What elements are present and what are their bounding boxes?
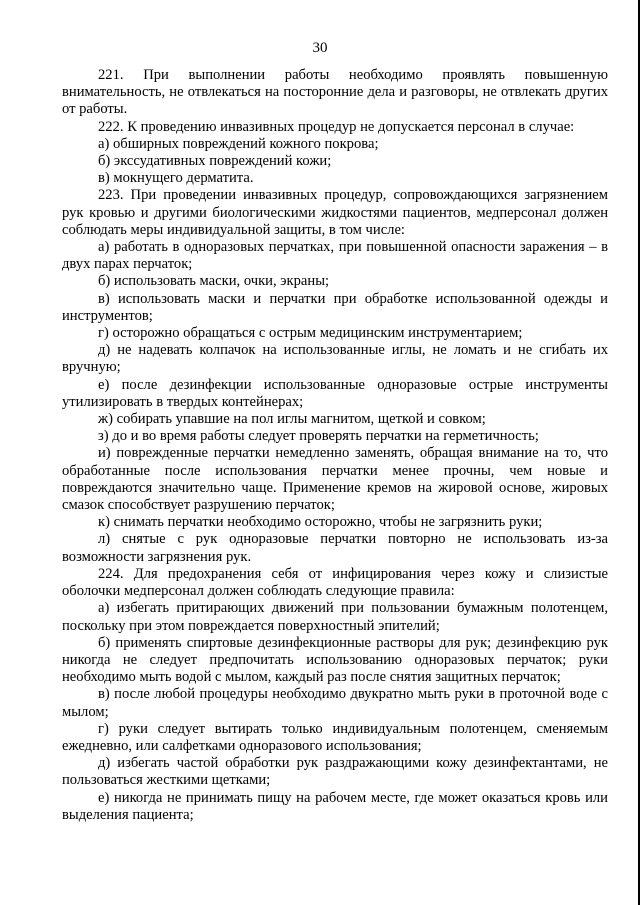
list-item: ж) собирать упавшие на пол иглы магнитом, щеткой и совком; <box>98 411 486 428</box>
paragraph-223: 223. При проведении инвазивных процедур, сопровождающихся загрязнением рук кровью и другими биологическими жидкостями пациентов, медперсонал должен соблюдать меры индивидуальной защиты, в том числе: <box>62 187 608 238</box>
paragraph-222: 222. К проведению инвазивных процедур не допускается персонал в случае: <box>98 118 575 135</box>
list-item: б) использовать маски, очки, экраны; <box>98 273 330 290</box>
page-number: 30 <box>312 40 328 56</box>
list-item: в) после любой процедуры необходимо двукратно мыть руки в проточной воде с мылом; <box>62 686 608 720</box>
list-item: з) до и во время работы следует проверять перчатки на герметичность; <box>98 428 539 445</box>
paragraph-224: 224. Для предохранения себя от инфицирования через кожу и слизистые оболочки медперсонал должен соблюдать следующие правила: <box>62 565 608 600</box>
list-item: к) снимать перчатки необходимо осторожно, чтобы не загрязнить руки; <box>98 514 543 531</box>
list-item: е) никогда не принимать пищу на рабочем месте, где может оказаться кровь или выделения пациента; <box>62 789 608 823</box>
list-item: л) снятые с рук одноразовые перчатки повторно не использовать из-за возможности загрязнения рук. <box>62 531 608 565</box>
list-item: г) осторожно обращаться с острым медицинским инструментарием; <box>98 325 523 342</box>
list-item: д) не надевать колпачок на использованные иглы, не ломать и не сгибать их вручную; <box>62 342 608 376</box>
list-item: г) руки следует вытирать только индивидуальным полотенцем, сменяемым ежедневно, или салфетками одноразового использования; <box>62 720 608 754</box>
list-item: в) мокнущего дерматита. <box>98 170 254 187</box>
list-item: е) после дезинфекции использованные одноразовые острые инструменты утилизировать в твердых контейнерах; <box>62 376 608 410</box>
list-item: б) экссудативных повреждений кожи; <box>98 153 332 170</box>
list-item: и) поврежденные перчатки немедленно заменять, обращая внимание на то, что обработанные после использования перчатки менее прочны, чем новые и повреждаются значительно чаще. Применение кремов на жировой основе, жировых смазок способствует разрушению перчаток; <box>62 445 608 514</box>
paragraph-221: 221. При выполнении работы необходимо проявлять повышенную внимательность, не отвлекаться на посторонние дела и разговоры, не отвлекать других от работы. <box>62 67 608 118</box>
list-item: а) избегать притирающих движений при пользовании бумажным полотенцем, поскольку при этом повреждается поверхностный эпителий; <box>62 600 608 634</box>
document-body <box>62 67 608 824</box>
list-item: в) использовать маски и перчатки при обработке использованной одежды и инструментов; <box>62 290 608 324</box>
list-item: д) избегать частой обработки рук раздражающими кожу дезинфектантами, не пользоваться жесткими щетками; <box>62 755 608 789</box>
list-item: а) обширных повреждений кожного покрова; <box>98 135 379 152</box>
list-item: а) работать в одноразовых перчатках, при повышенной опасности заражения – в двух парах перчаток; <box>62 239 608 273</box>
list-item: б) применять спиртовые дезинфекционные растворы для рук; дезинфекцию рук никогда не следует предпочитать использованию одноразовых перчаток; руки необходимо мыть водой с мылом, каждый раз после снятия защитных перчаток; <box>62 634 608 686</box>
